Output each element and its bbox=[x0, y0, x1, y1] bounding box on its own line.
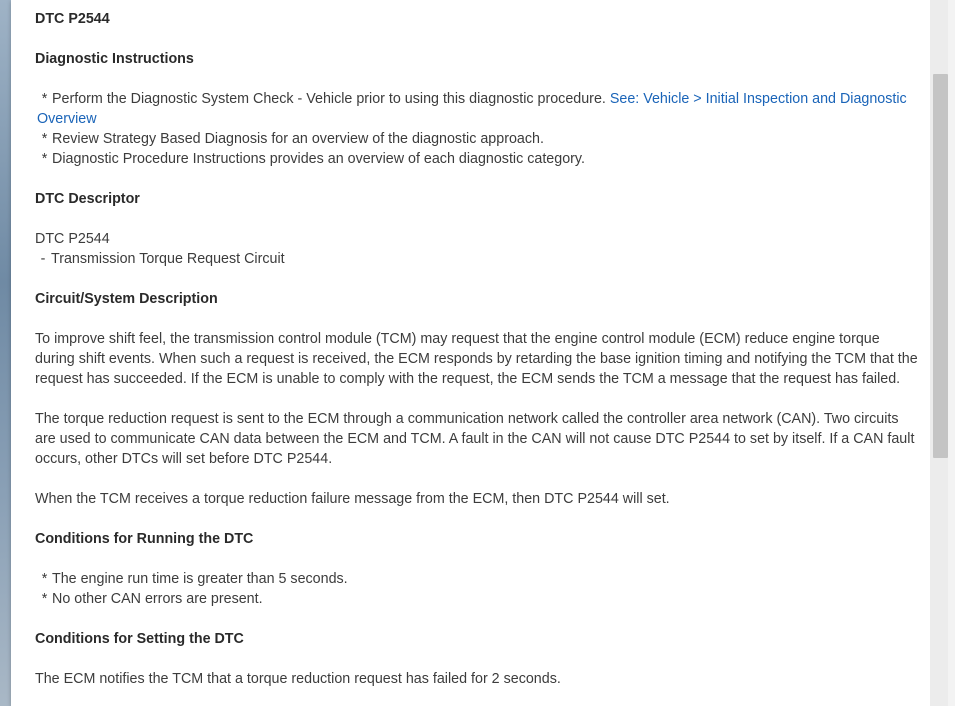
bullet-marker: * bbox=[41, 151, 48, 167]
initial-inspection-link[interactable]: See: Vehicle > Initial Inspection and Diagnostic Overview bbox=[37, 91, 907, 127]
descriptor-code: DTC P2544 bbox=[35, 231, 110, 247]
list-item bbox=[35, 129, 920, 149]
list-item bbox=[35, 589, 920, 609]
list-item-text: Review Strategy Based Diagnosis for an overview of the diagnostic approach. bbox=[52, 131, 544, 147]
diagnostic-instructions-heading: Diagnostic Instructions bbox=[35, 51, 194, 67]
list-item bbox=[35, 569, 920, 589]
document-panel bbox=[11, 0, 930, 706]
conditions-running-heading: Conditions for Running the DTC bbox=[35, 531, 254, 547]
bullet-marker: * bbox=[41, 91, 48, 107]
diagnostic-instructions-list bbox=[35, 89, 920, 169]
list-item-text: Diagnostic Procedure Instructions provides an overview of each diagnostic category. bbox=[52, 151, 585, 167]
bullet-marker: * bbox=[41, 131, 48, 147]
circuit-paragraph: When the TCM receives a torque reduction failure message from the ECM, then DTC P2544 will set. bbox=[35, 491, 670, 507]
list-item-text: No other CAN errors are present. bbox=[52, 591, 263, 607]
bullet-marker: * bbox=[41, 571, 48, 587]
circuit-paragraph: To improve shift feel, the transmission control module (TCM) may request that the engine control module (ECM) reduce engine torque during shift events. When such a request is received, the ECM responds by retarding the base ignition timing and notifying the TCM that the request has succeeded. If the ECM is unable to comply with the request, the ECM sends the TCM a message that the request has failed. bbox=[35, 331, 918, 387]
document-content bbox=[35, 0, 920, 689]
circuit-paragraph: The torque reduction request is sent to the ECM through a communication network called the controller area network (CAN). Two circuits are used to communicate CAN data between the ECM and TCM. A fault in the CAN will not cause DTC P2544 to set by itself. If a CAN fault occurs, other DTCs will set before DTC P2544. bbox=[35, 411, 915, 467]
list-item-text: Perform the Diagnostic System Check - Vehicle prior to using this diagnostic procedure. bbox=[52, 91, 610, 107]
conditions-setting-heading: Conditions for Setting the DTC bbox=[35, 631, 244, 647]
bullet-marker: * bbox=[41, 591, 48, 607]
dtc-descriptor-heading: DTC Descriptor bbox=[35, 191, 140, 207]
scrollbar-thumb[interactable] bbox=[933, 74, 948, 458]
list-item bbox=[35, 149, 920, 169]
window-edge bbox=[948, 0, 955, 706]
dash-marker: - bbox=[40, 251, 46, 267]
doc-title: DTC P2544 bbox=[35, 11, 110, 27]
circuit-description-heading: Circuit/System Description bbox=[35, 291, 218, 307]
conditions-running-list bbox=[35, 569, 920, 609]
descriptor-text: Transmission Torque Request Circuit bbox=[51, 251, 285, 267]
descriptor-line bbox=[35, 249, 920, 269]
setting-paragraph: The ECM notifies the TCM that a torque reduction request has failed for 2 seconds. bbox=[35, 671, 561, 687]
list-item-text: The engine run time is greater than 5 seconds. bbox=[52, 571, 348, 587]
list-item bbox=[35, 89, 920, 129]
